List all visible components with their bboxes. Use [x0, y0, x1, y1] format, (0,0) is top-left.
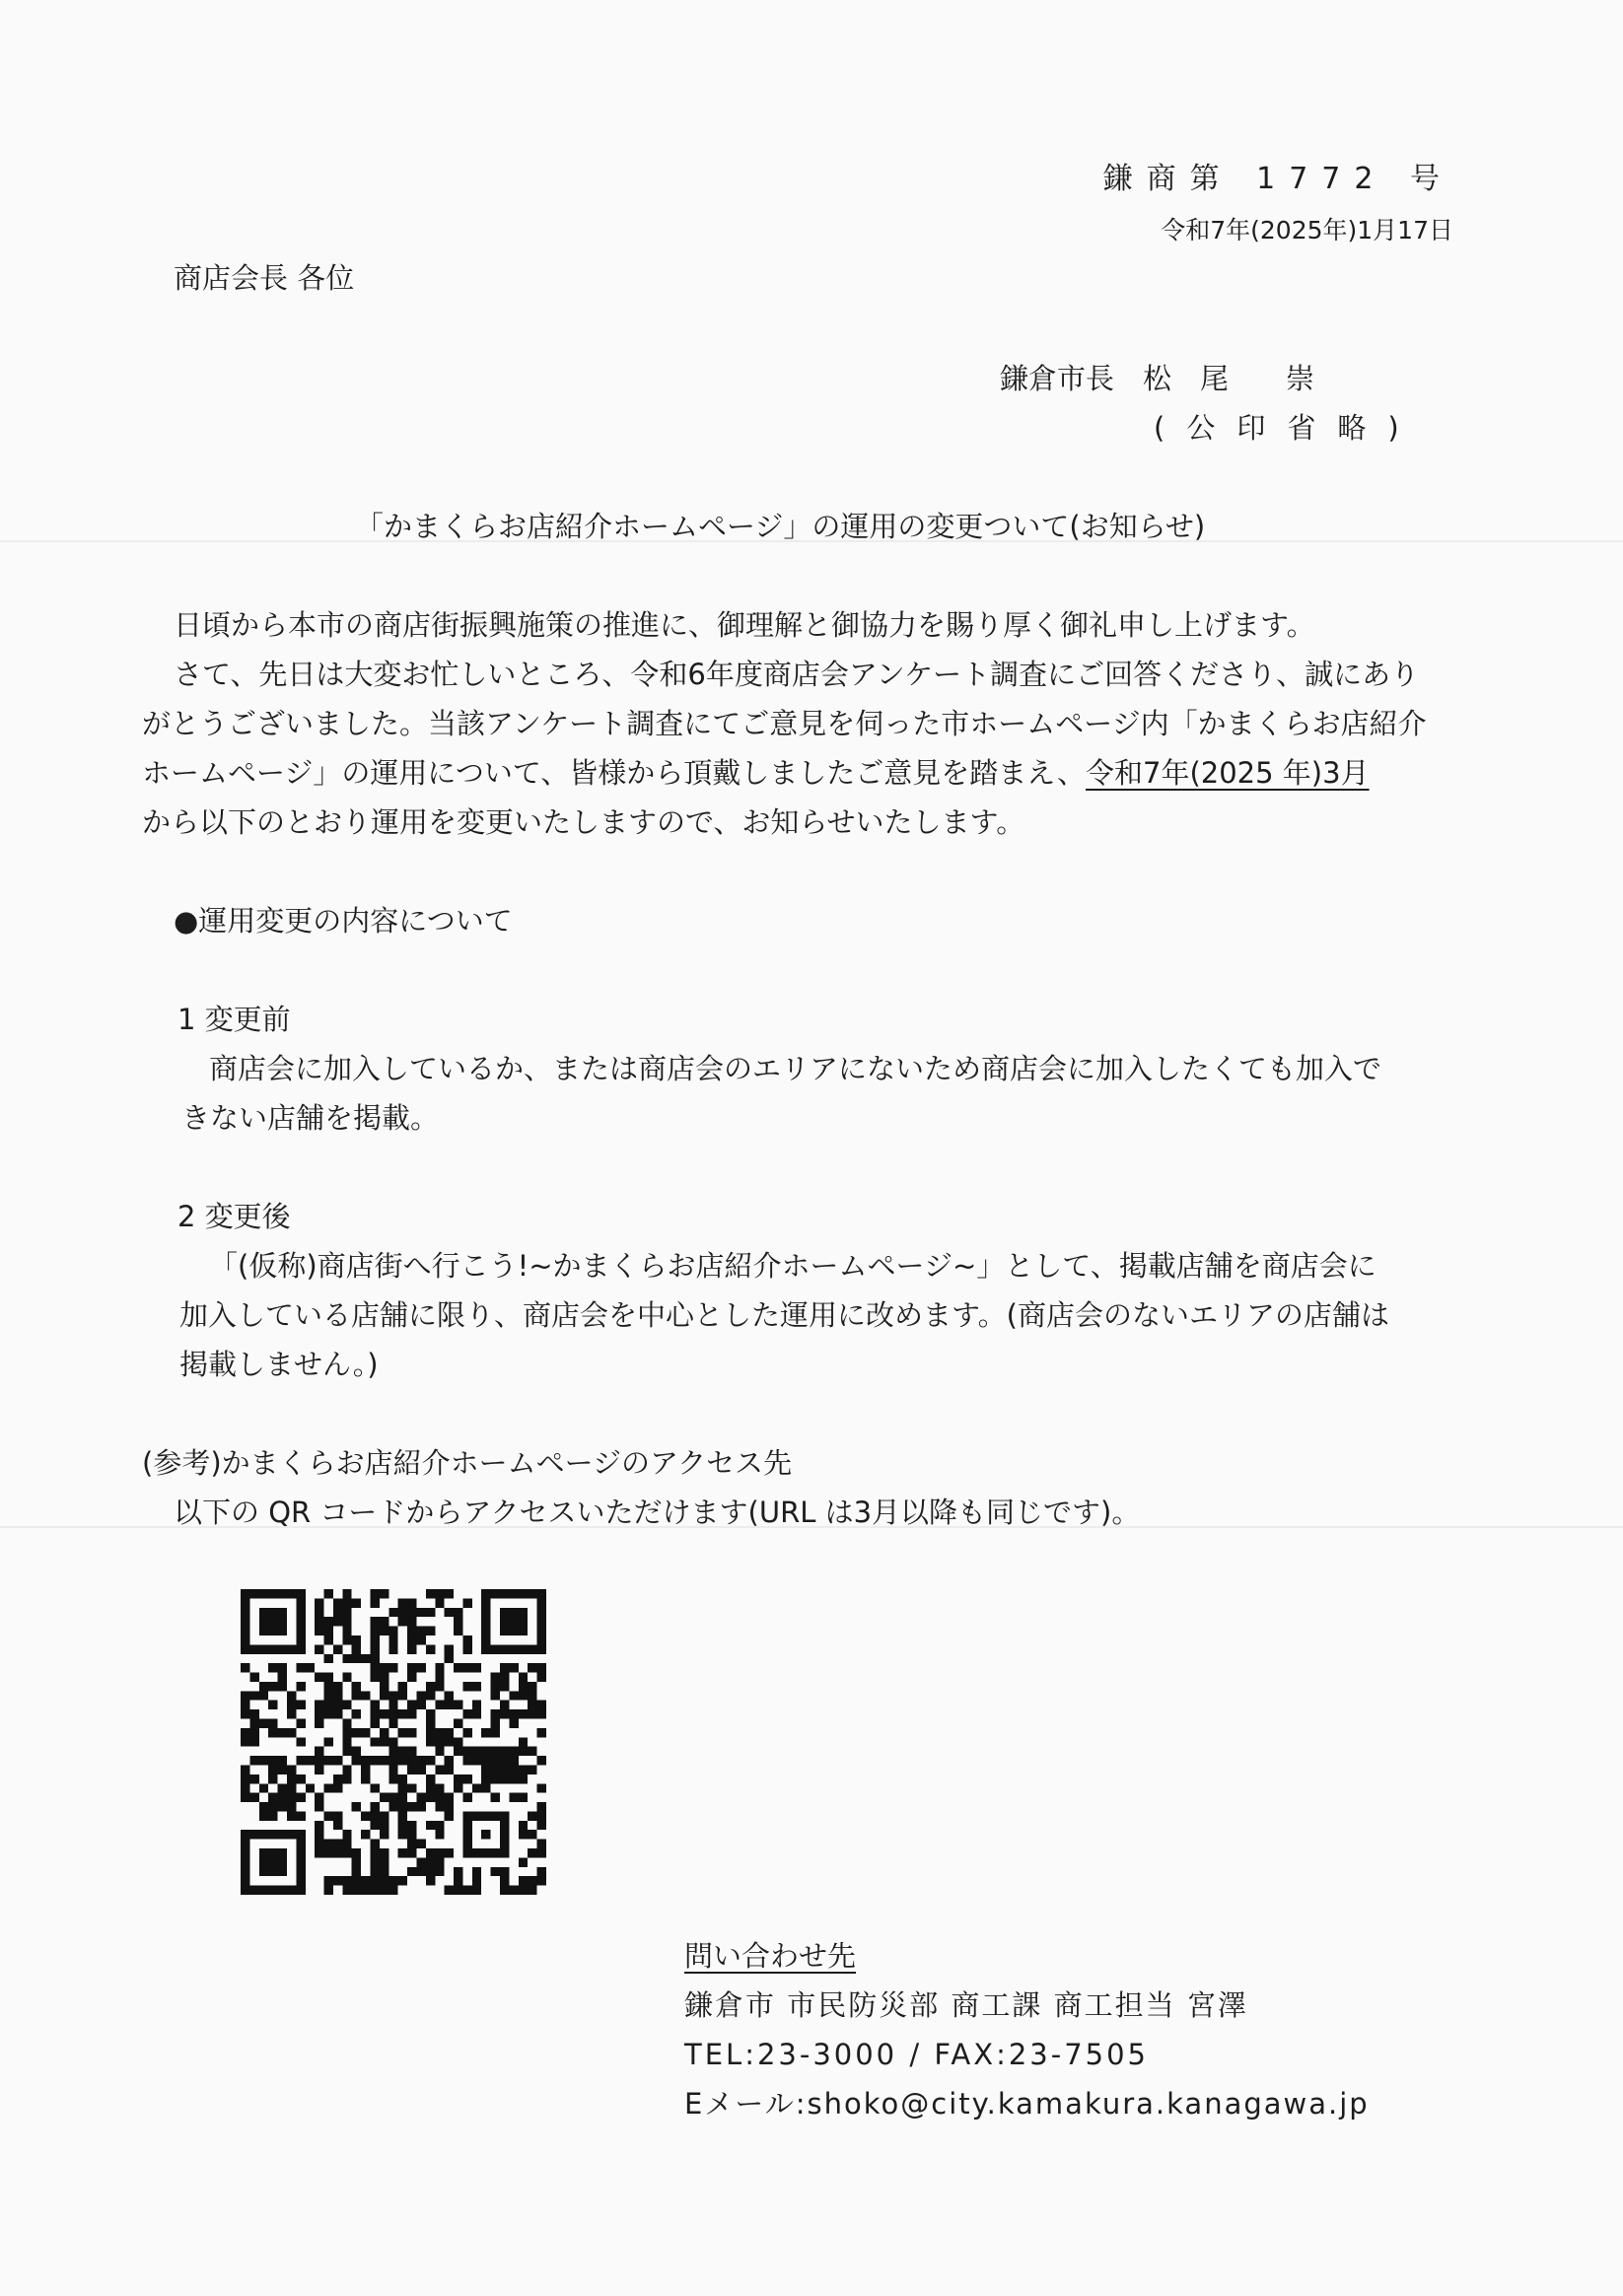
body-line: から以下のとおり運用を変更いたしますので、お知らせいたします。 — [142, 805, 1025, 839]
item-label: 1 変更前 — [177, 1003, 291, 1036]
body-line: 日頃から本市の商店街振興施策の推進に、御理解と御協力を賜り厚く御礼申し上げます。 — [174, 608, 1315, 642]
reference-heading: (参考)かまくらお店紹介ホームページのアクセス先 — [142, 1446, 793, 1480]
letter-title: 「かまくらお店紹介ホームページ」の運用の変更ついて(お知らせ) — [355, 510, 1206, 543]
reference-text: 以下の QR コードからアクセスいただけます(URL は3月以降も同じです)。 — [174, 1496, 1141, 1529]
item-text: 「(仮称)商店街へ行こう!~かまくらお店紹介ホームページ~」として、掲載店舗を商店会に — [209, 1249, 1376, 1283]
qr-code[interactable] — [241, 1589, 546, 1895]
item-text: 加入している店舗に限り、商店会を中心とした運用に改めます。(商店会のないエリアの店舗は — [179, 1298, 1389, 1332]
document-date: 令和7年(2025年)1月17日 — [1161, 216, 1453, 244]
section-heading: ●運用変更の内容について — [174, 904, 513, 938]
addressee: 商店会長 各位 — [174, 261, 355, 295]
contact-department: 鎌倉市 市民防災部 商工課 商工担当 宮澤 — [684, 1988, 1248, 2022]
body-line: がとうございました。当該アンケート調査にてご意見を伺った市ホームページ内「かまくらお店紹介 — [142, 707, 1427, 740]
item-text: 掲載しません。) — [179, 1348, 379, 1381]
contact-phone-fax: TEL:23-3000 / FAX:23-7505 — [684, 2038, 1150, 2071]
item-text: 商店会に加入しているか、または商店会のエリアにないため商店会に加入したくても加入で — [209, 1052, 1382, 1085]
item-text: きない店舗を掲載。 — [181, 1101, 440, 1135]
contact-heading: 問い合わせ先 — [684, 1939, 857, 1973]
effective-date: 令和7年(2025 年)3月 — [1086, 756, 1370, 790]
contact-email: Eメール:shoko@city.kamakura.kanagawa.jp — [684, 2087, 1370, 2121]
document-number: 鎌商第 1772 号 — [1102, 162, 1453, 196]
body-line: さて、先日は大変お忙しいところ、令和6年度商店会アンケート調査にご回答くださり、誠にあり — [174, 658, 1420, 691]
sender: 鎌倉市長 松 尾 崇 — [1000, 362, 1315, 395]
body-line: ホームページ」の運用について、皆様から頂戴しましたご意見を踏まえ、令和7年(2025 年)3月 — [142, 756, 1370, 790]
seal-note: (公印省略) — [1154, 411, 1421, 445]
item-label: 2 変更後 — [177, 1200, 291, 1233]
